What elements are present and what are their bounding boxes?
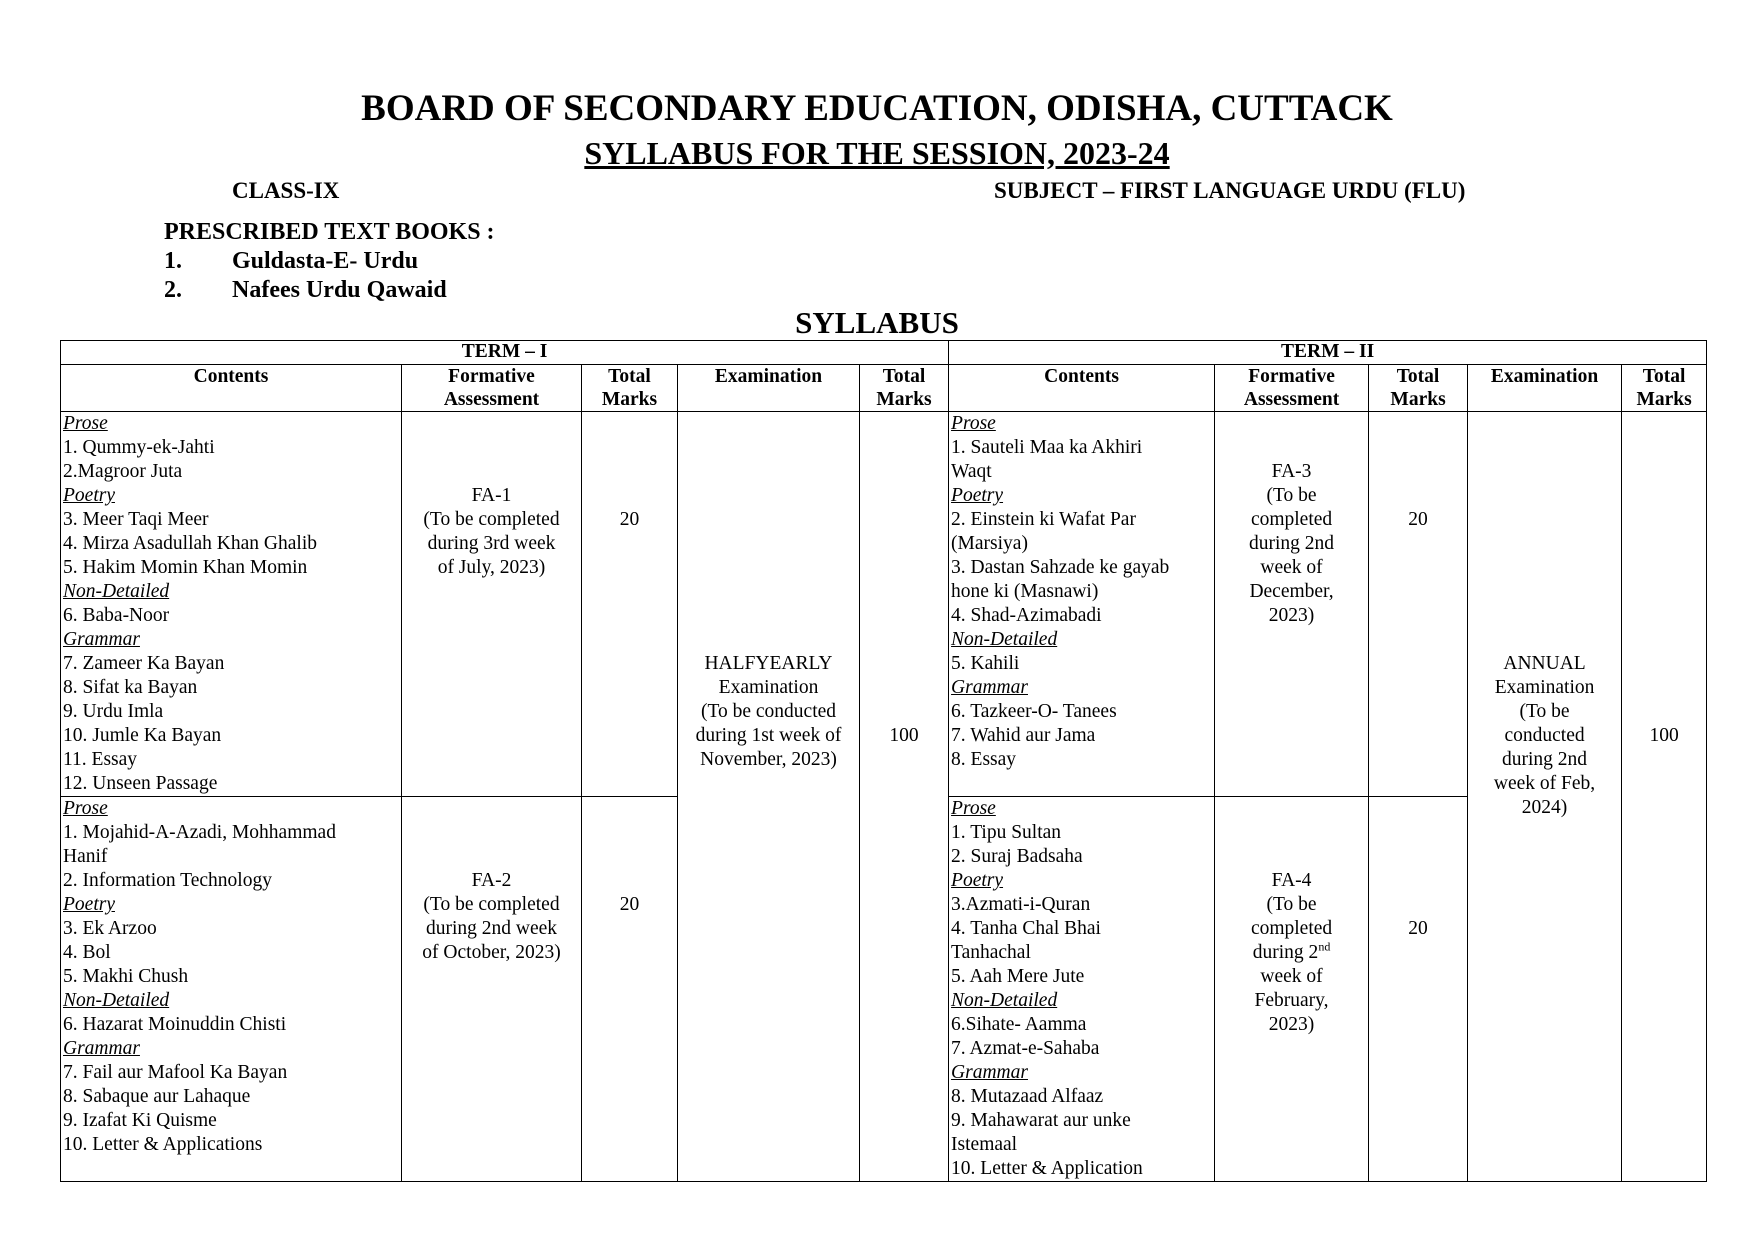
cell-line: during 3rd week [427, 533, 556, 554]
syllabus-heading: SYLLABUS [795, 305, 959, 340]
superscript: nd [1318, 939, 1331, 954]
cell-line: completed [1250, 509, 1333, 530]
book-title: Guldasta-E- Urdu [232, 248, 419, 274]
term-2-contents [949, 412, 1215, 797]
cell-line: during 1st week of [695, 725, 842, 746]
session-subtitle: SYLLABUS FOR THE SESSION, 2023-24 [584, 135, 1170, 171]
section-heading: Non-Detailed [951, 629, 1058, 650]
cell-line: December, [1249, 581, 1334, 602]
section-heading: Non-Detailed [63, 990, 170, 1011]
term-1-header: TERM – I [61, 341, 949, 365]
fa-1-marks: 20 [582, 412, 678, 797]
list-item: Tanhachal [951, 942, 1031, 963]
list-item: 9. Urdu Imla [63, 701, 164, 722]
fa-3-cell [1215, 412, 1369, 797]
list-item: 2. Information Technology [63, 870, 272, 891]
cell-line: week of [1260, 557, 1323, 578]
section-heading: Grammar [63, 1038, 140, 1059]
cell-line: FA-4 [1271, 870, 1312, 891]
list-item: Istemaal [951, 1134, 1018, 1155]
list-item: Waqt [951, 461, 992, 482]
section-heading: Poetry [951, 870, 1004, 891]
list-item: Hanif [63, 846, 108, 867]
cell-line: during 2nd [1502, 749, 1588, 770]
halfyearly-exam-marks: 100 [860, 412, 949, 1182]
fa-4-marks: 20 [1369, 797, 1468, 1182]
cell-line: FA-1 [471, 485, 512, 506]
cell-line: Examination [718, 677, 819, 698]
book-item [164, 275, 447, 305]
contents-header: Contents [949, 365, 1215, 412]
list-item: 1. Tipu Sultan [951, 822, 1062, 843]
cell-line: (To be [1266, 485, 1317, 506]
subject-label: SUBJECT – FIRST LANGUAGE URDU (FLU) [994, 178, 1466, 203]
list-item: 6. Tazkeer-O- Tanees [951, 701, 1117, 722]
cell-line: 2023) [1268, 1014, 1315, 1035]
examination-header: Examination [678, 365, 860, 412]
list-item: 3. Meer Taqi Meer [63, 509, 209, 530]
formative-header: Formative Assessment [402, 365, 582, 412]
prescribed-books-heading: PRESCRIBED TEXT BOOKS : [164, 219, 495, 245]
list-item: 5. Hakim Momin Khan Momin [63, 557, 308, 578]
fa-1-cell [402, 412, 582, 797]
list-item: 4. Bol [63, 942, 111, 963]
term-1-contents [61, 412, 402, 797]
list-item: 5. Makhi Chush [63, 966, 189, 987]
cell-line: during 2nd [1252, 939, 1331, 963]
list-item: 2.Magroor Juta [63, 461, 183, 482]
list-item: hone ki (Masnawi) [951, 581, 1099, 602]
syllabus-row-1 [61, 412, 1707, 797]
fa-2-marks: 20 [582, 797, 678, 1182]
cell-line: 2024) [1521, 797, 1568, 818]
section-heading: Prose [63, 413, 108, 434]
annual-exam-marks: 100 [1622, 412, 1707, 1182]
list-item: 11. Essay [63, 749, 138, 770]
section-heading: Non-Detailed [951, 990, 1058, 1011]
contents-header: Contents [61, 365, 402, 412]
cell-line: (To be [1519, 701, 1570, 722]
section-heading: Grammar [951, 677, 1028, 698]
cell-line: FA-2 [471, 870, 512, 891]
list-item: 3. Dastan Sahzade ke gayab [951, 557, 1170, 578]
book-title: Nafees Urdu Qawaid [232, 277, 447, 303]
list-item: 7. Zameer Ka Bayan [63, 653, 225, 674]
cell-line: of July, 2023) [437, 557, 546, 578]
list-item: 6. Hazarat Moinuddin Chisti [63, 1014, 287, 1035]
term-header-row [61, 341, 1707, 365]
section-heading: Prose [951, 413, 996, 434]
list-item: 4. Mirza Asadullah Khan Ghalib [63, 533, 317, 554]
list-item: 8. Sabaque aur Lahaque [63, 1086, 251, 1107]
cell-line: HALFYEARLY [704, 653, 833, 674]
list-item: 1. Qummy-ek-Jahti [63, 437, 215, 458]
list-item: 12. Unseen Passage [63, 773, 218, 794]
list-item: 9. Mahawarat aur unke [951, 1110, 1131, 1131]
book-item [164, 246, 418, 276]
list-item: 1. Mojahid-A-Azadi, Mohhammad [63, 822, 336, 843]
cell-line: February, [1254, 990, 1329, 1011]
cell-line: (To be completed [423, 894, 560, 915]
cell-line: FA-3 [1271, 461, 1312, 482]
list-item: 5. Kahili [951, 653, 1020, 674]
section-heading: Grammar [951, 1062, 1028, 1083]
list-item: 9. Izafat Ki Quisme [63, 1110, 217, 1131]
book-number: 2. [164, 277, 182, 303]
total-marks-header: Total Marks [860, 365, 949, 412]
term-2-contents [949, 797, 1215, 1182]
list-item: 2. Einstein ki Wafat Par [951, 509, 1136, 530]
examination-header: Examination [1468, 365, 1622, 412]
term-2-header: TERM – II [949, 341, 1707, 365]
list-item: 3. Ek Arzoo [63, 918, 157, 939]
fa-3-marks: 20 [1369, 412, 1468, 797]
syllabus-table [60, 340, 1707, 1182]
cell-line: Examination [1494, 677, 1595, 698]
fa-2-cell [402, 797, 582, 1182]
cell-line: (To be conducted [700, 701, 837, 722]
list-item: 7. Wahid aur Jama [951, 725, 1096, 746]
cell-line: during 2nd week [425, 918, 558, 939]
cell-line: (To be completed [423, 509, 560, 530]
list-item: 1. Sauteli Maa ka Akhiri [951, 437, 1143, 458]
book-number: 1. [164, 248, 182, 274]
cell-line: week of Feb, [1493, 773, 1596, 794]
list-item: 4. Tanha Chal Bhai [951, 918, 1101, 939]
total-marks-header: Total Marks [1622, 365, 1707, 412]
term-1-contents [61, 797, 402, 1182]
halfyearly-exam-cell [678, 412, 860, 1182]
cell-line: November, 2023) [700, 749, 837, 770]
section-heading: Non-Detailed [63, 581, 170, 602]
section-heading: Grammar [63, 629, 140, 650]
cell-line: week of [1260, 966, 1323, 987]
section-heading: Prose [951, 798, 996, 819]
total-marks-header: Total Marks [1369, 365, 1468, 412]
list-item: 7. Azmat-e-Sahaba [951, 1038, 1100, 1059]
list-item: 8. Sifat ka Bayan [63, 677, 198, 698]
cell-line: during 2nd [1249, 533, 1335, 554]
list-item: 5. Aah Mere Jute [951, 966, 1085, 987]
section-heading: Prose [63, 798, 108, 819]
section-heading: Poetry [63, 485, 115, 506]
annual-exam-cell [1468, 412, 1622, 1182]
list-item: 8. Essay [951, 749, 1017, 770]
cell-line: (To be [1266, 894, 1317, 915]
total-marks-header: Total Marks [582, 365, 678, 412]
list-item: 7. Fail aur Mafool Ka Bayan [63, 1062, 288, 1083]
column-header-row [61, 365, 1707, 412]
list-item: (Marsiya) [951, 533, 1028, 554]
cell-line: conducted [1504, 725, 1585, 746]
section-heading: Poetry [951, 485, 1004, 506]
list-item: 2. Suraj Badsaha [951, 846, 1083, 867]
list-item: 6.Sihate- Aamma [951, 1014, 1087, 1035]
cell-line: 2023) [1268, 605, 1315, 626]
cell-line: completed [1250, 918, 1333, 939]
list-item: 3.Azmati-i-Quran [951, 894, 1091, 915]
fa-4-cell [1215, 797, 1369, 1182]
list-item: 10. Letter & Application [951, 1158, 1143, 1179]
section-heading: Poetry [63, 894, 115, 915]
list-item: 10. Letter & Applications [63, 1134, 263, 1155]
list-item: 10. Jumle Ka Bayan [63, 725, 222, 746]
class-label: CLASS-IX [232, 178, 340, 203]
cell-line: of October, 2023) [422, 942, 561, 963]
board-title: BOARD OF SECONDARY EDUCATION, ODISHA, CUTTACK [361, 88, 1393, 129]
list-item: 6. Baba-Noor [63, 605, 170, 626]
list-item: 4. Shad-Azimabadi [951, 605, 1102, 626]
cell-line: ANNUAL [1503, 653, 1586, 674]
list-item: 8. Mutazaad Alfaaz [951, 1086, 1104, 1107]
formative-header: Formative Assessment [1215, 365, 1369, 412]
